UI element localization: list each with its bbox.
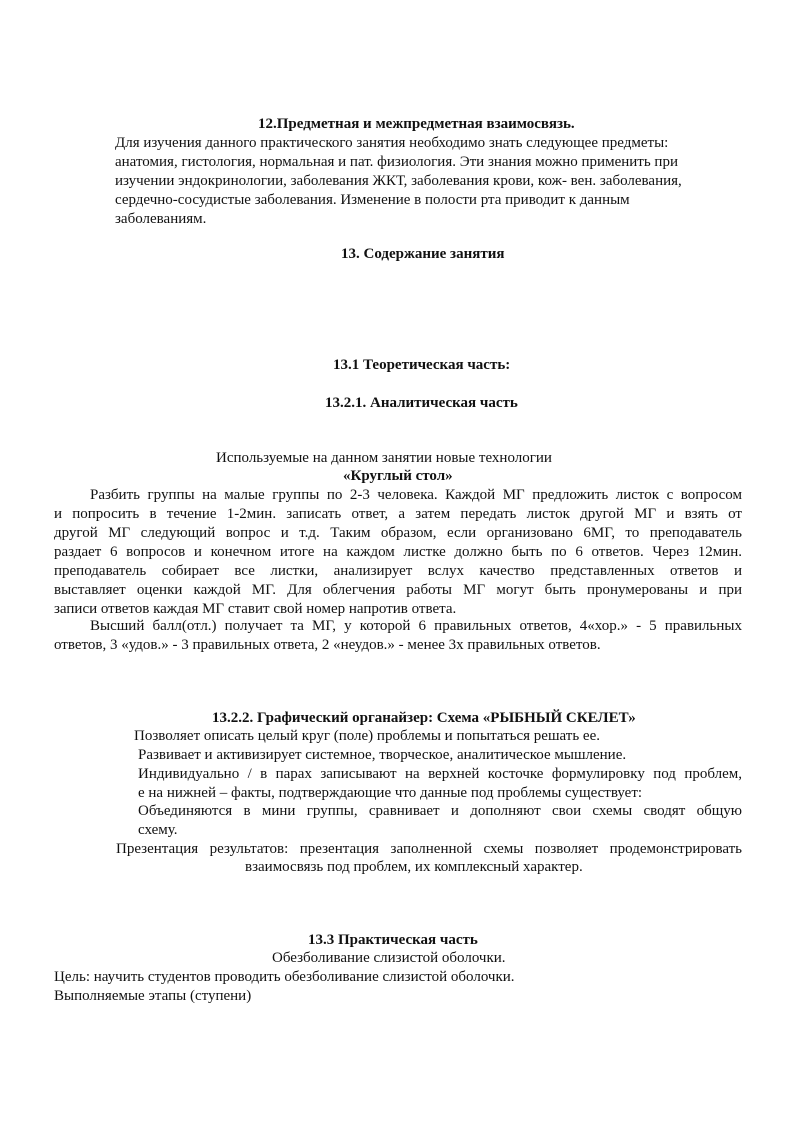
presentation-line: Презентация результатов: презентация заполненной схемы позволяет продемонстрировать <box>116 841 742 857</box>
fishbone-line: схему. <box>138 822 178 838</box>
fishbone-line: Объединяются в мини группы, сравнивает и дополняют свои схемы сводят общую <box>138 803 742 819</box>
section-13-1-title: 13.1 Теоретическая часть: <box>333 357 511 373</box>
section-13-3-subtitle: Обезболивание слизистой оболочки. <box>272 950 506 966</box>
section-13-title: 13. Содержание занятия <box>341 246 505 262</box>
steps-line: Выполняемые этапы (ступени) <box>54 988 252 1004</box>
presentation-line: взаимосвязь под проблем, их комплексный характер. <box>245 859 583 875</box>
goal-line: Цель: научить студентов проводить обезболивание слизистой оболочки. <box>54 969 515 985</box>
round-table-line: и попросить в течение 1-2мин. записать ответ, а затем передать листок другой МГ и взять от <box>54 506 742 522</box>
fishbone-line: е на нижней – факты, подтверждающие что данные под проблемы существует: <box>138 785 643 801</box>
round-table-line: записи ответов каждая МГ ставит свой номер напротив ответа. <box>54 601 457 617</box>
section-12-line: сердечно-сосудистые заболевания. Изменение в полости рта приводит к данным <box>115 192 630 208</box>
section-13-3-title: 13.3 Практическая часть <box>308 932 478 948</box>
section-12-title: 12.Предметная и межпредметная взаимосвязь. <box>258 116 575 132</box>
fishbone-line: Позволяет описать целый круг (поле) проблемы и попытаться решать ее. <box>134 728 600 744</box>
fishbone-line: Развивает и активизирует системное, творческое, аналитическое мышление. <box>138 747 627 763</box>
technology-intro: Используемые на данном занятии новые технологии <box>216 450 552 466</box>
section-12-line: Для изучения данного практического занятия необходимо знать следующее предметы: <box>115 135 669 151</box>
round-table-line: преподаватель собирает все листки, анализирует вслух качество представленных ответов и <box>54 563 742 579</box>
round-table-line: Разбить группы на малые группы по 2-3 человека. Каждой МГ предложить листок с вопросом <box>90 487 742 503</box>
section-13-2-2-title: 13.2.2. Графический органайзер: Схема «РЫБНЫЙ СКЕЛЕТ» <box>212 710 636 726</box>
section-12-line: изучении эндокринологии, заболевания ЖКТ, заболевания крови, кож- вен. заболевания, <box>115 173 682 189</box>
grading-line: ответов, 3 «удов.» - 3 правильных ответа, 2 «неудов.» - менее 3х правильных ответов. <box>54 637 601 653</box>
section-13-2-1-title: 13.2.1. Аналитическая часть <box>325 395 518 411</box>
round-table-line: выставляет оценки каждой МГ. Для облегчения работы МГ могут быть пронумерованы и при <box>54 582 742 598</box>
technology-name: «Круглый стол» <box>343 468 453 484</box>
round-table-line: раздает 6 вопросов и конечном итоге на каждом листке должно быть по 6 ответов. Через 12мин. <box>54 544 742 560</box>
fishbone-line: Индивидуально / в парах записывают на верхней косточке формулировку под проблем, <box>138 766 742 782</box>
section-12-line: анатомия, гистология, нормальная и пат. физиология. Эти знания можно применить при <box>115 154 678 170</box>
grading-line: Высший балл(отл.) получает та МГ, у которой 6 правильных ответов, 4«хор.» - 5 правильных <box>90 618 742 634</box>
round-table-line: другой МГ следующий вопрос и т.д. Таким образом, если организовано 6МГ, то преподаватель <box>54 525 742 541</box>
section-12-line: заболеваниям. <box>115 211 207 227</box>
